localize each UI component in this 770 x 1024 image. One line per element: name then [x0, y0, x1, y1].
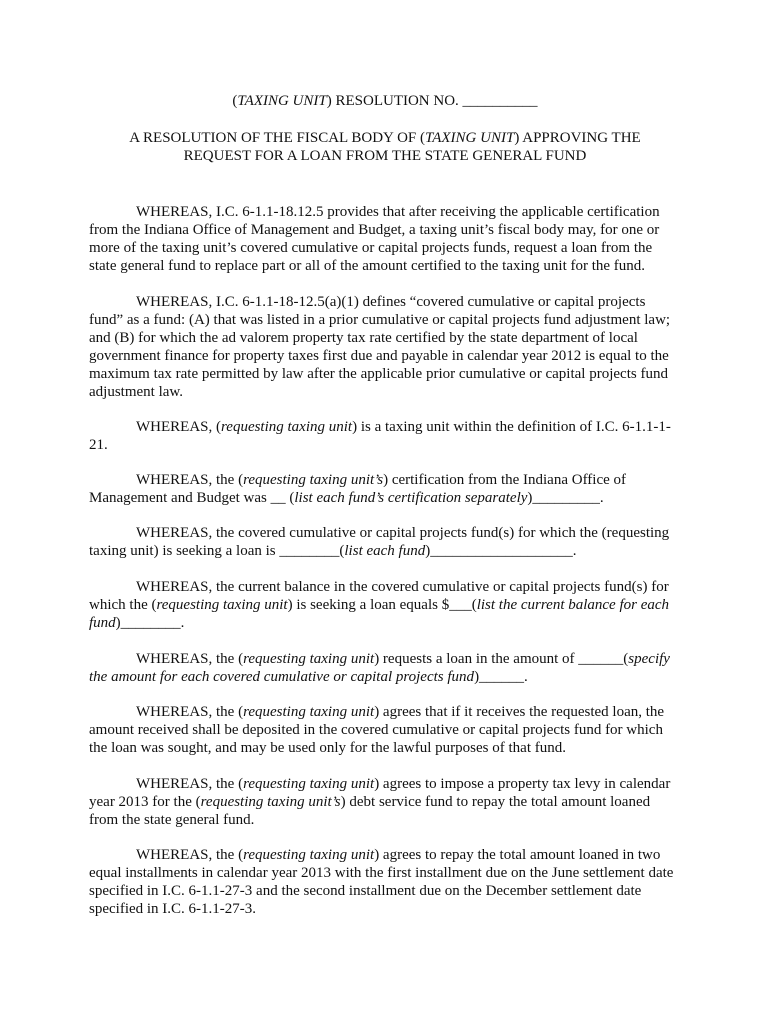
p10-line-2: equal installments in calendar year 2013 with the first installment due on the June settlement date: [89, 865, 674, 881]
p8-line-1: WHEREAS, the (requesting taxing unit) agrees that if it receives the requested loan, the: [136, 704, 665, 720]
p3-line-2: 21.: [89, 437, 108, 453]
p9-line-2: year 2013 for the (requesting taxing unit’s) debt service fund to repay the total amount loaned: [89, 794, 651, 810]
resolution-no-text: RESOLUTION NO. __________: [331, 93, 538, 109]
p2-line-1: WHEREAS, I.C. 6-1.1-18-12.5(a)(1) defines “covered cumulative or capital projects: [136, 294, 646, 310]
taxing-unit-placeholder: TAXING UNIT: [237, 93, 327, 109]
title-text: A RESOLUTION OF THE FISCAL BODY OF (: [129, 130, 425, 146]
p3-line-1: WHEREAS, (requesting taxing unit) is a taxing unit within the definition of I.C. 6-1.1-1-: [136, 419, 671, 435]
p10-line-1: WHEREAS, the (requesting taxing unit) agrees to repay the total amount loaned in two: [136, 847, 661, 863]
p6-line-3: fund)________.: [89, 615, 185, 631]
p2-line-3: and (B) for which the ad valorem property tax rate certified by the state department of local: [89, 330, 638, 346]
p2-line-4: government finance for property taxes first due and payable in calendar year 2012 is equal to the: [89, 348, 669, 364]
p6-line-2: which the (requesting taxing unit) is seeking a loan equals $___(list the current balance for each: [89, 597, 670, 613]
resolution-number-line: [0, 92, 770, 110]
p10-line-3: specified in I.C. 6-1.1-27-3 and the second installment due on the December settlement date: [89, 883, 642, 899]
p2-line-2: fund” as a fund: (A) that was listed in a prior cumulative or capital projects fund adjustment law;: [89, 312, 671, 328]
p1-line-3: more of the taxing unit’s covered cumulative or capital projects funds, request a loan from the: [89, 240, 653, 256]
p5-line-2: taxing unit) is seeking a loan is ________(list each fund)___________________.: [89, 543, 577, 559]
p9-line-3: from the state general fund.: [89, 812, 255, 828]
taxing-unit-placeholder: TAXING UNIT: [425, 130, 515, 146]
title-text: ) APPROVING THE: [514, 130, 641, 146]
p2-line-6: adjustment law.: [89, 384, 184, 400]
p8-line-3: the loan was sought, and may be used only for the lawful purposes of that fund.: [89, 740, 566, 756]
p1-line-2: from the Indiana Office of Management and Budget, a taxing unit’s fiscal body may, for one or: [89, 222, 660, 238]
p6-line-1: WHEREAS, the current balance in the covered cumulative or capital projects fund(s) for: [136, 579, 669, 595]
paren-open: (: [232, 93, 238, 109]
p7-line-1: WHEREAS, the (requesting taxing unit) requests a loan in the amount of ______(specify: [136, 651, 670, 667]
p5-line-1: WHEREAS, the covered cumulative or capital projects fund(s) for which the (requesting: [136, 525, 670, 541]
p7-line-2: the amount for each covered cumulative or capital projects fund)______.: [89, 669, 528, 685]
p8-line-2: amount received shall be deposited in the covered cumulative or capital projects fund for which: [89, 722, 663, 738]
p4-line-2: Management and Budget was __ (list each fund’s certification separately)_________.: [89, 490, 604, 506]
p4-line-1: WHEREAS, the (requesting taxing unit’s) certification from the Indiana Office of: [136, 472, 627, 488]
p10-line-4: specified in I.C. 6-1.1-27-3.: [89, 901, 257, 917]
p1-line-4: state general fund to replace part or all of the amount certified to the taxing unit for the fund.: [89, 258, 646, 274]
p9-line-1: WHEREAS, the (requesting taxing unit) agrees to impose a property tax levy in calendar: [136, 776, 671, 792]
resolution-title-line-1: [0, 129, 770, 147]
paren-close: ): [326, 93, 332, 109]
p2-line-5: maximum tax rate permitted by law after the applicable prior cumulative or capital projects fund: [89, 366, 668, 382]
p1-line-1: WHEREAS, I.C. 6-1.1-18.12.5 provides that after receiving the applicable certification: [136, 204, 660, 220]
resolution-title-line-2: REQUEST FOR A LOAN FROM THE STATE GENERAL FUND: [183, 148, 587, 164]
